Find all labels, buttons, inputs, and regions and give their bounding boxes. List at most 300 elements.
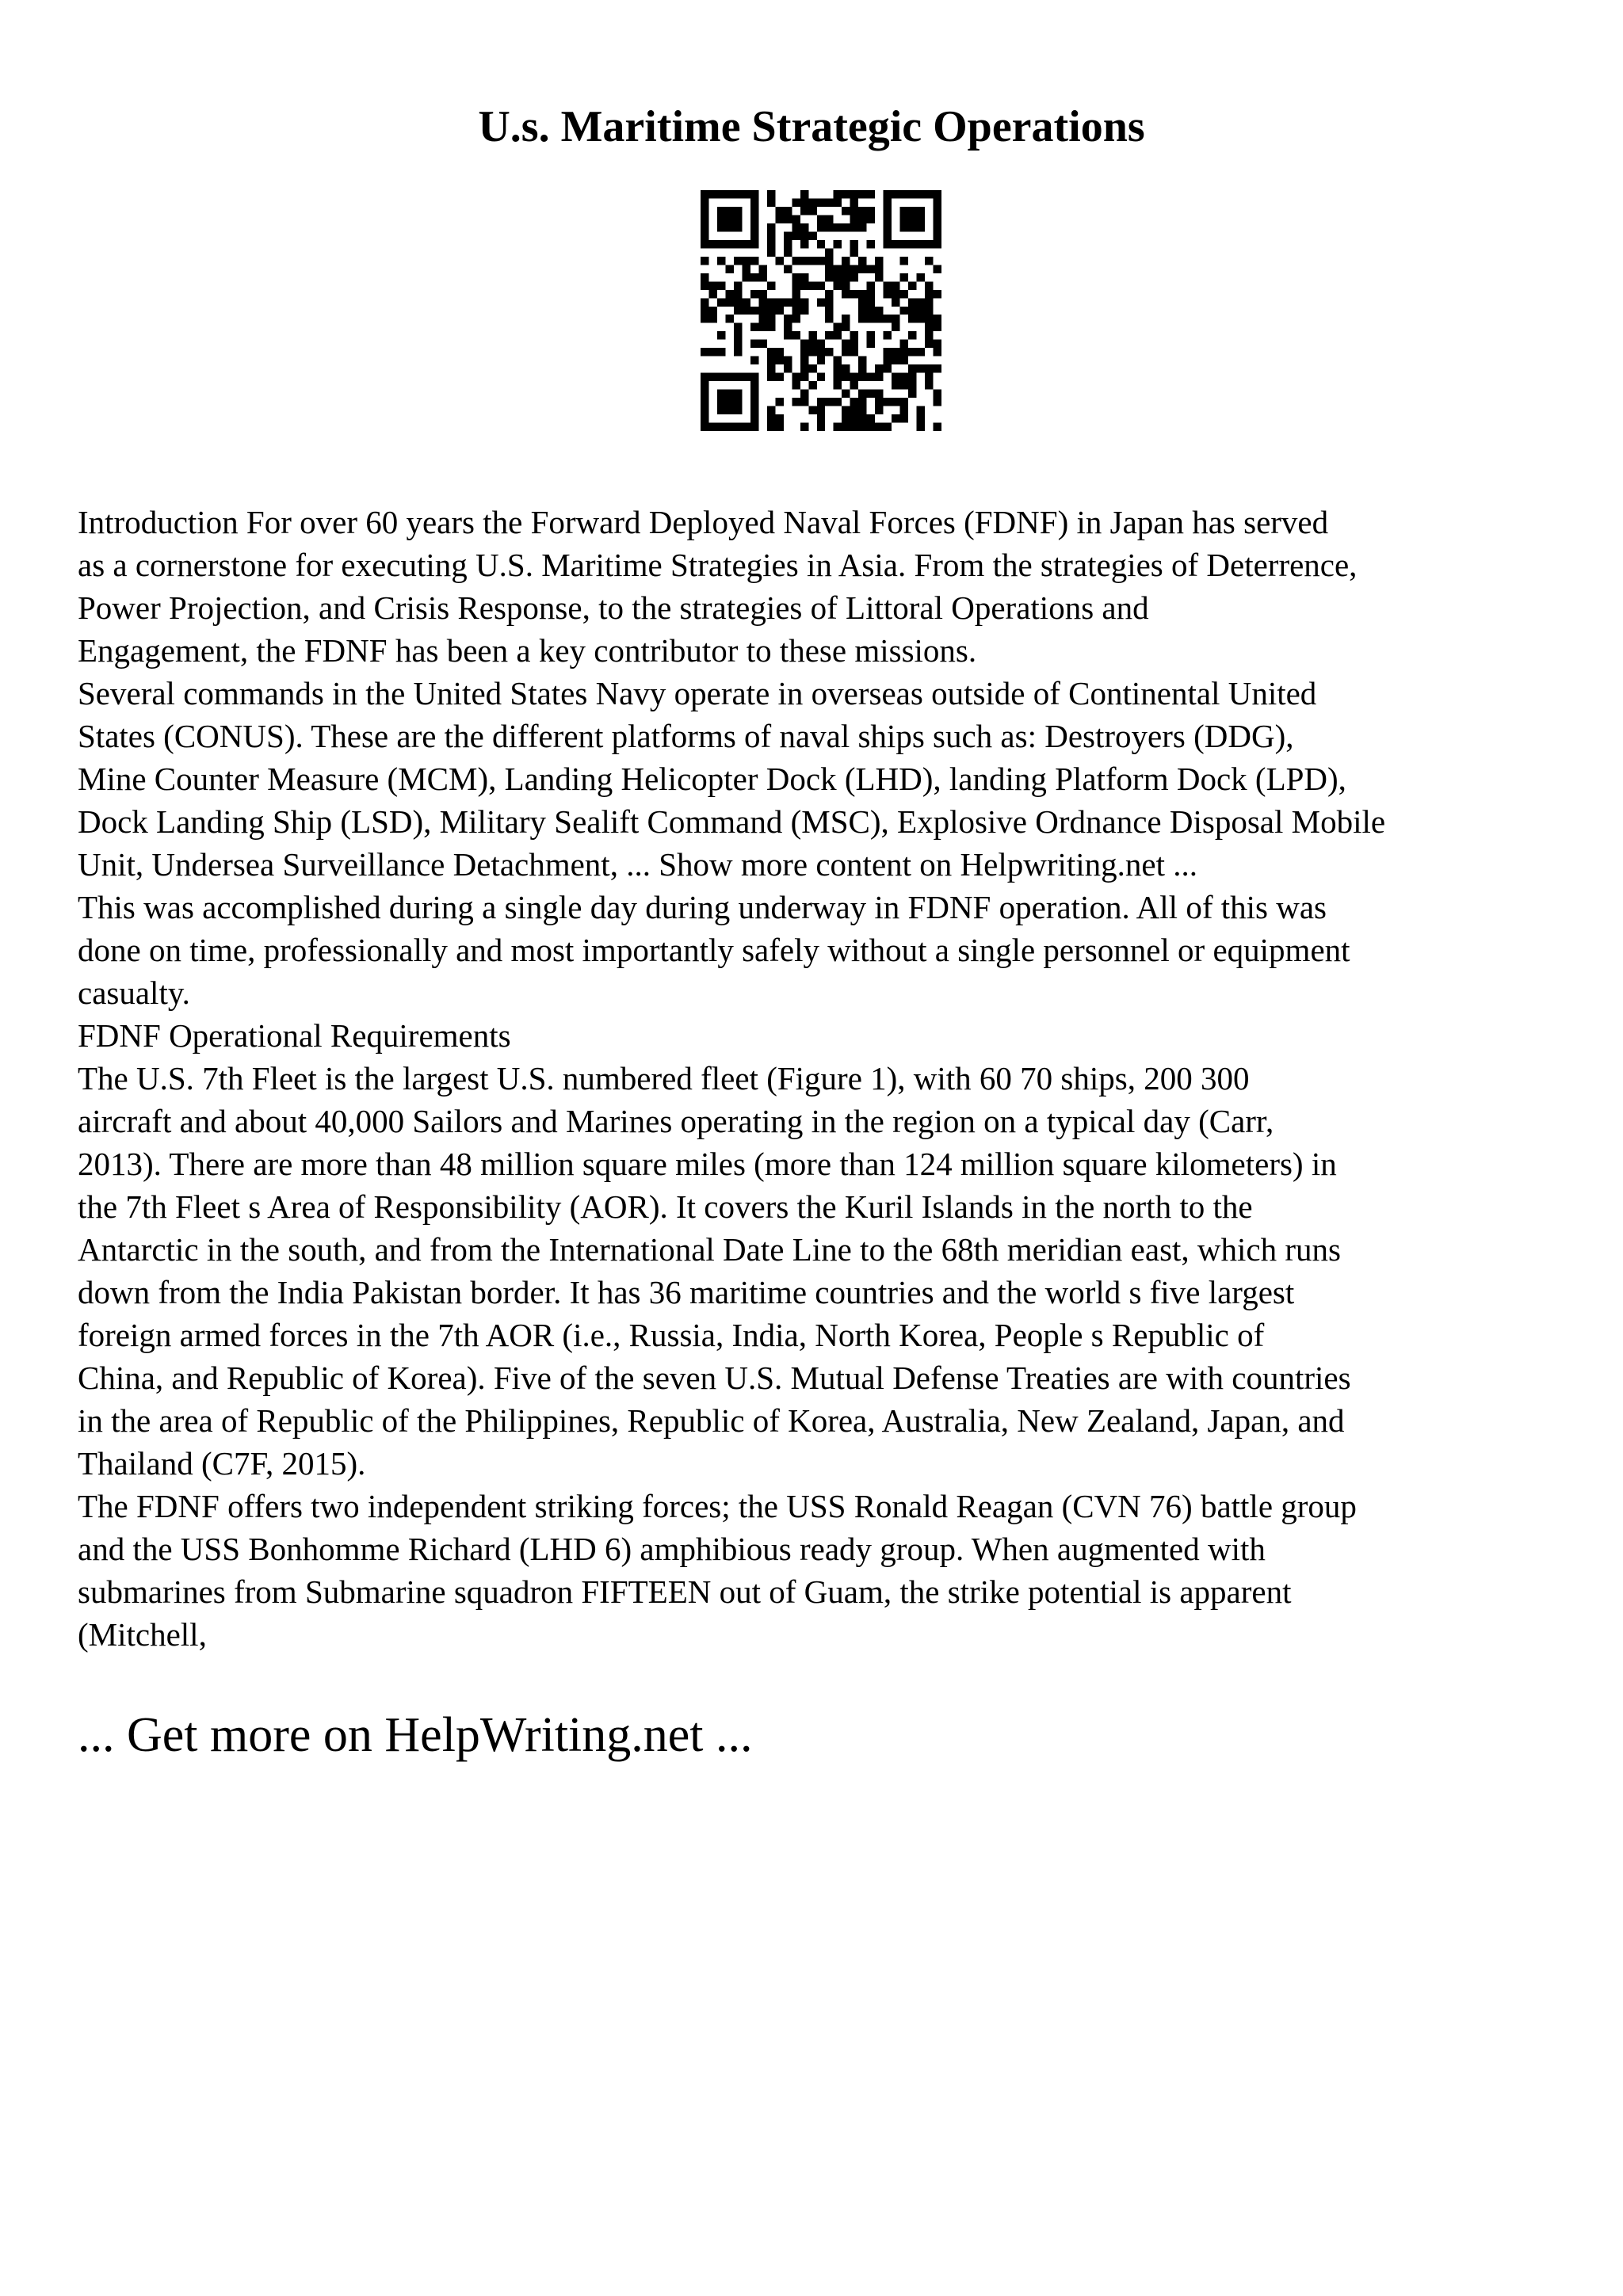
qr-module	[850, 381, 858, 389]
qr-module	[917, 215, 925, 223]
qr-module	[725, 423, 733, 431]
qr-module	[701, 257, 708, 265]
section-heading: FDNF Operational Requirements	[78, 1017, 511, 1054]
qr-module	[934, 423, 941, 431]
qr-module	[825, 248, 833, 256]
qr-module	[808, 198, 816, 206]
qr-module	[758, 298, 766, 306]
qr-module	[842, 273, 850, 281]
qr-module	[800, 340, 808, 348]
qr-module	[734, 298, 742, 306]
qr-module	[808, 381, 816, 389]
qr-module	[825, 298, 833, 306]
qr-module	[725, 207, 733, 215]
qr-module	[867, 307, 875, 315]
qr-module	[850, 190, 858, 198]
qr-module	[701, 315, 708, 322]
qr-module	[867, 215, 875, 223]
qr-module	[808, 207, 816, 215]
qr-module	[858, 298, 866, 306]
qr-module	[884, 315, 892, 322]
qr-module	[701, 414, 708, 422]
qr-module	[717, 190, 725, 198]
qr-module	[717, 257, 725, 265]
qr-module	[792, 373, 800, 381]
qr-module	[934, 348, 941, 356]
qr-module	[701, 373, 708, 381]
qr-module	[834, 398, 842, 406]
qr-module	[800, 298, 808, 306]
qr-module	[850, 198, 858, 206]
qr-module	[767, 373, 775, 381]
body-line: Mine Counter Measure (MCM), Landing Helicopter Dock (LHD), landing Platform Dock (LPD),	[78, 761, 1346, 797]
qr-module	[900, 273, 908, 281]
qr-module	[892, 381, 899, 389]
qr-module	[892, 323, 899, 331]
qr-module	[825, 223, 833, 231]
qr-module	[800, 207, 808, 215]
qr-module	[908, 364, 916, 372]
qr-module	[900, 373, 908, 381]
qr-module	[842, 315, 850, 322]
qr-module	[701, 298, 708, 306]
qr-module	[867, 281, 875, 289]
qr-module	[742, 240, 750, 248]
qr-module	[734, 331, 742, 339]
qr-module	[808, 364, 816, 372]
qr-module	[934, 190, 941, 198]
qr-module	[750, 231, 758, 239]
qr-module	[917, 315, 925, 322]
qr-module	[717, 373, 725, 381]
qr-module	[750, 198, 758, 206]
qr-module	[850, 373, 858, 381]
qr-module	[758, 315, 766, 322]
qr-module	[817, 398, 825, 406]
qr-module	[701, 390, 708, 398]
body-line: (Mitchell,	[78, 1616, 207, 1653]
qr-module	[734, 207, 742, 215]
qr-module	[750, 273, 758, 281]
qr-module	[792, 398, 800, 406]
qr-module	[850, 290, 858, 298]
qr-module	[742, 298, 750, 306]
qr-module	[800, 231, 808, 239]
qr-module	[884, 231, 892, 239]
qr-module	[734, 290, 742, 298]
qr-module	[742, 423, 750, 431]
qr-module	[825, 215, 833, 223]
qr-code-graphic	[701, 190, 941, 431]
qr-module	[800, 198, 808, 206]
qr-module	[917, 364, 925, 372]
qr-module	[850, 248, 858, 256]
qr-module	[742, 273, 750, 281]
qr-module	[917, 273, 925, 281]
qr-module	[817, 223, 825, 231]
qr-module	[892, 290, 899, 298]
qr-module	[908, 207, 916, 215]
qr-module	[925, 298, 933, 306]
qr-module	[742, 265, 750, 273]
qr-module	[758, 273, 766, 281]
body-line: as a cornerstone for executing U.S. Maritime Strategies in Asia. From the strategies of Deterrence,	[78, 547, 1358, 583]
qr-module	[875, 257, 883, 265]
body-line: submarines from Submarine squadron FIFTEEN out of Guam, the strike potential is apparent	[78, 1573, 1292, 1610]
qr-module	[858, 207, 866, 215]
qr-module	[884, 364, 892, 372]
qr-module	[867, 207, 875, 215]
qr-module	[884, 290, 892, 298]
qr-module	[775, 423, 783, 431]
qr-module	[750, 290, 758, 298]
qr-module	[725, 240, 733, 248]
qr-module	[800, 281, 808, 289]
qr-module	[784, 331, 792, 339]
qr-module	[784, 315, 792, 322]
qr-module	[825, 257, 833, 265]
qr-module	[750, 307, 758, 315]
qr-module	[875, 398, 883, 406]
qr-module	[725, 265, 733, 273]
qr-module	[850, 223, 858, 231]
qr-module	[900, 414, 908, 422]
body-line: Thailand (C7F, 2015).	[78, 1445, 366, 1482]
qr-module	[842, 223, 850, 231]
qr-module	[784, 231, 792, 239]
qr-module	[750, 215, 758, 223]
qr-module	[717, 390, 725, 398]
qr-module	[934, 340, 941, 348]
qr-module	[734, 257, 742, 265]
qr-module	[925, 331, 933, 339]
qr-module	[758, 290, 766, 298]
qr-module	[792, 231, 800, 239]
qr-module	[917, 207, 925, 215]
qr-module	[850, 414, 858, 422]
qr-module	[734, 373, 742, 381]
qr-module	[834, 281, 842, 289]
qr-module	[792, 298, 800, 306]
get-more-link[interactable]: ... Get more on HelpWriting.net ...	[78, 1708, 753, 1762]
qr-module	[758, 265, 766, 273]
qr-module	[817, 414, 825, 422]
qr-module	[701, 406, 708, 414]
qr-module	[800, 423, 808, 431]
qr-module	[858, 414, 866, 422]
qr-module	[717, 215, 725, 223]
qr-module	[784, 240, 792, 248]
qr-module	[834, 198, 842, 206]
body-line: casualty.	[78, 974, 190, 1011]
qr-module	[884, 223, 892, 231]
qr-module	[817, 198, 825, 206]
qr-module	[858, 190, 866, 198]
qr-module	[808, 406, 816, 414]
qr-module	[725, 298, 733, 306]
qr-module	[934, 398, 941, 406]
qr-module	[792, 290, 800, 298]
qr-module	[750, 406, 758, 414]
qr-module	[725, 373, 733, 381]
qr-module	[900, 290, 908, 298]
qr-module	[817, 373, 825, 381]
qr-module	[908, 390, 916, 398]
qr-module	[884, 348, 892, 356]
qr-module	[884, 398, 892, 406]
qr-module	[858, 390, 866, 398]
qr-module	[784, 207, 792, 215]
qr-module	[925, 190, 933, 198]
body-line: Introduction For over 60 years the Forward Deployed Naval Forces (FDNF) in Japan has served	[78, 504, 1329, 540]
body-line: The FDNF offers two independent striking forces; the USS Ronald Reagan (CVN 76) battle group	[78, 1488, 1357, 1524]
qr-module	[767, 364, 775, 372]
qr-module	[934, 240, 941, 248]
qr-module	[892, 298, 899, 306]
qr-module	[701, 198, 708, 206]
qr-module	[750, 223, 758, 231]
qr-module	[725, 406, 733, 414]
body-line: foreign armed forces in the 7th AOR (i.e., Russia, India, North Korea, People s Republic of	[78, 1317, 1265, 1353]
qr-module	[708, 348, 716, 356]
qr-module	[708, 281, 716, 289]
qr-module	[758, 323, 766, 331]
qr-module	[725, 390, 733, 398]
qr-module	[925, 381, 933, 389]
qr-module	[842, 190, 850, 198]
qr-module	[850, 331, 858, 339]
page-title: U.s. Maritime Strategic Operations	[478, 102, 1145, 151]
qr-module	[850, 265, 858, 273]
qr-module	[825, 198, 833, 206]
qr-module	[767, 406, 775, 414]
qr-module	[834, 223, 842, 231]
qr-module	[858, 423, 866, 431]
qr-module	[850, 207, 858, 215]
qr-module	[750, 373, 758, 381]
qr-module	[934, 223, 941, 231]
qr-module	[908, 331, 916, 339]
qr-module	[817, 423, 825, 431]
qr-module	[834, 373, 842, 381]
qr-module	[908, 215, 916, 223]
qr-module	[925, 257, 933, 265]
qr-module	[850, 340, 858, 348]
qr-module	[717, 331, 725, 339]
qr-module	[817, 240, 825, 248]
qr-module	[800, 398, 808, 406]
qr-module	[867, 265, 875, 273]
article-body	[78, 501, 1575, 1656]
qr-module	[767, 423, 775, 431]
qr-module	[767, 307, 775, 315]
qr-module	[908, 373, 916, 381]
qr-module	[834, 331, 842, 339]
qr-module	[834, 423, 842, 431]
qr-module	[892, 315, 899, 322]
qr-module	[817, 257, 825, 265]
qr-module	[867, 373, 875, 381]
qr-module	[858, 257, 866, 265]
qr-module	[708, 373, 716, 381]
qr-module	[725, 223, 733, 231]
qr-module	[900, 381, 908, 389]
qr-module	[834, 381, 842, 389]
qr-module	[858, 265, 866, 273]
qr-module	[934, 198, 941, 206]
qr-module	[717, 298, 725, 306]
qr-module	[742, 307, 750, 315]
body-line: The U.S. 7th Fleet is the largest U.S. numbered fleet (Figure 1), with 60 70 ships, 200 300	[78, 1060, 1250, 1097]
qr-module	[934, 290, 941, 298]
qr-module	[834, 357, 842, 364]
qr-module	[825, 398, 833, 406]
qr-module	[842, 340, 850, 348]
qr-module	[734, 323, 742, 331]
body-line: Several commands in the United States Navy operate in overseas outside of Continental United	[78, 675, 1317, 711]
qr-module	[892, 398, 899, 406]
qr-module	[725, 190, 733, 198]
qr-module	[792, 307, 800, 315]
qr-module	[717, 240, 725, 248]
qr-module	[717, 281, 725, 289]
qr-module	[834, 190, 842, 198]
qr-module	[708, 315, 716, 322]
body-line: the 7th Fleet s Area of Responsibility (AOR). It covers the Kuril Islands in the north to the	[78, 1188, 1253, 1225]
qr-module	[875, 406, 883, 414]
body-line: States (CONUS). These are the different platforms of naval ships such as: Destroyers (DDG),	[78, 718, 1294, 754]
qr-module	[800, 223, 808, 231]
qr-module	[834, 265, 842, 273]
qr-module	[800, 307, 808, 315]
qr-module	[875, 390, 883, 398]
qr-module	[867, 298, 875, 306]
qr-module	[908, 190, 916, 198]
qr-module	[708, 290, 716, 298]
qr-module	[701, 398, 708, 406]
qr-module	[784, 364, 792, 372]
qr-module	[717, 406, 725, 414]
qr-module	[817, 281, 825, 289]
qr-module	[917, 190, 925, 198]
qr-module	[708, 240, 716, 248]
qr-module	[834, 364, 842, 372]
qr-module	[701, 231, 708, 239]
qr-module	[767, 348, 775, 356]
qr-module	[858, 406, 866, 414]
qr-module	[858, 364, 866, 372]
qr-module	[701, 240, 708, 248]
qr-module	[934, 231, 941, 239]
qr-module	[734, 390, 742, 398]
qr-module	[775, 215, 783, 223]
qr-module	[858, 398, 866, 406]
qr-module	[808, 281, 816, 289]
qr-module	[917, 298, 925, 306]
qr-module	[875, 307, 883, 315]
qr-module	[850, 406, 858, 414]
qr-module	[842, 423, 850, 431]
qr-module	[767, 315, 775, 322]
qr-module	[808, 331, 816, 339]
qr-module	[792, 198, 800, 206]
qr-module	[825, 348, 833, 356]
qr-module	[734, 398, 742, 406]
qr-module	[875, 315, 883, 322]
qr-module	[800, 390, 808, 398]
qr-module	[717, 348, 725, 356]
qr-module	[858, 315, 866, 322]
qr-module	[708, 190, 716, 198]
qr-module	[734, 215, 742, 223]
qr-module	[900, 357, 908, 364]
qr-module	[917, 307, 925, 315]
qr-module	[792, 381, 800, 389]
qr-module	[867, 414, 875, 422]
qr-module	[892, 240, 899, 248]
qr-module	[734, 190, 742, 198]
qr-module	[792, 223, 800, 231]
qr-module	[908, 223, 916, 231]
body-line: aircraft and about 40,000 Sailors and Marines operating in the region on a typical day (Carr,	[78, 1103, 1274, 1139]
qr-module	[792, 331, 800, 339]
qr-module	[817, 298, 825, 306]
body-line: Power Projection, and Crisis Response, to the strategies of Littoral Operations and	[78, 589, 1149, 626]
qr-module	[800, 357, 808, 364]
qr-module	[800, 240, 808, 248]
qr-module	[850, 273, 858, 281]
qr-module	[808, 231, 816, 239]
qr-module	[800, 190, 808, 198]
qr-module	[701, 207, 708, 215]
qr-module	[817, 340, 825, 348]
qr-module	[850, 423, 858, 431]
qr-module	[775, 298, 783, 306]
qr-module	[867, 340, 875, 348]
body-line: Unit, Undersea Surveillance Detachment, ... Show more content on Helpwriting.net ...	[78, 846, 1197, 883]
qr-module	[734, 223, 742, 231]
qr-module	[892, 348, 899, 356]
qr-module	[717, 223, 725, 231]
qr-module	[917, 423, 925, 431]
qr-module	[808, 348, 816, 356]
qr-module	[825, 290, 833, 298]
qr-module	[792, 273, 800, 281]
qr-module	[884, 423, 892, 431]
qr-module	[908, 307, 916, 315]
qr-module	[875, 265, 883, 273]
qr-module	[842, 373, 850, 381]
qr-module	[850, 240, 858, 248]
qr-module	[867, 390, 875, 398]
qr-module	[734, 281, 742, 289]
qr-module	[767, 223, 775, 231]
qr-module	[767, 414, 775, 422]
body-line: down from the India Pakistan border. It has 36 maritime countries and the world s five largest	[78, 1274, 1295, 1310]
qr-module	[934, 390, 941, 398]
qr-module	[734, 423, 742, 431]
qr-module	[934, 315, 941, 322]
qr-module	[767, 298, 775, 306]
qr-module	[767, 248, 775, 256]
qr-module	[784, 265, 792, 273]
qr-module	[750, 414, 758, 422]
qr-module	[767, 281, 775, 289]
qr-module	[800, 364, 808, 372]
qr-module	[701, 348, 708, 356]
qr-module	[884, 331, 892, 339]
qr-module	[784, 215, 792, 223]
